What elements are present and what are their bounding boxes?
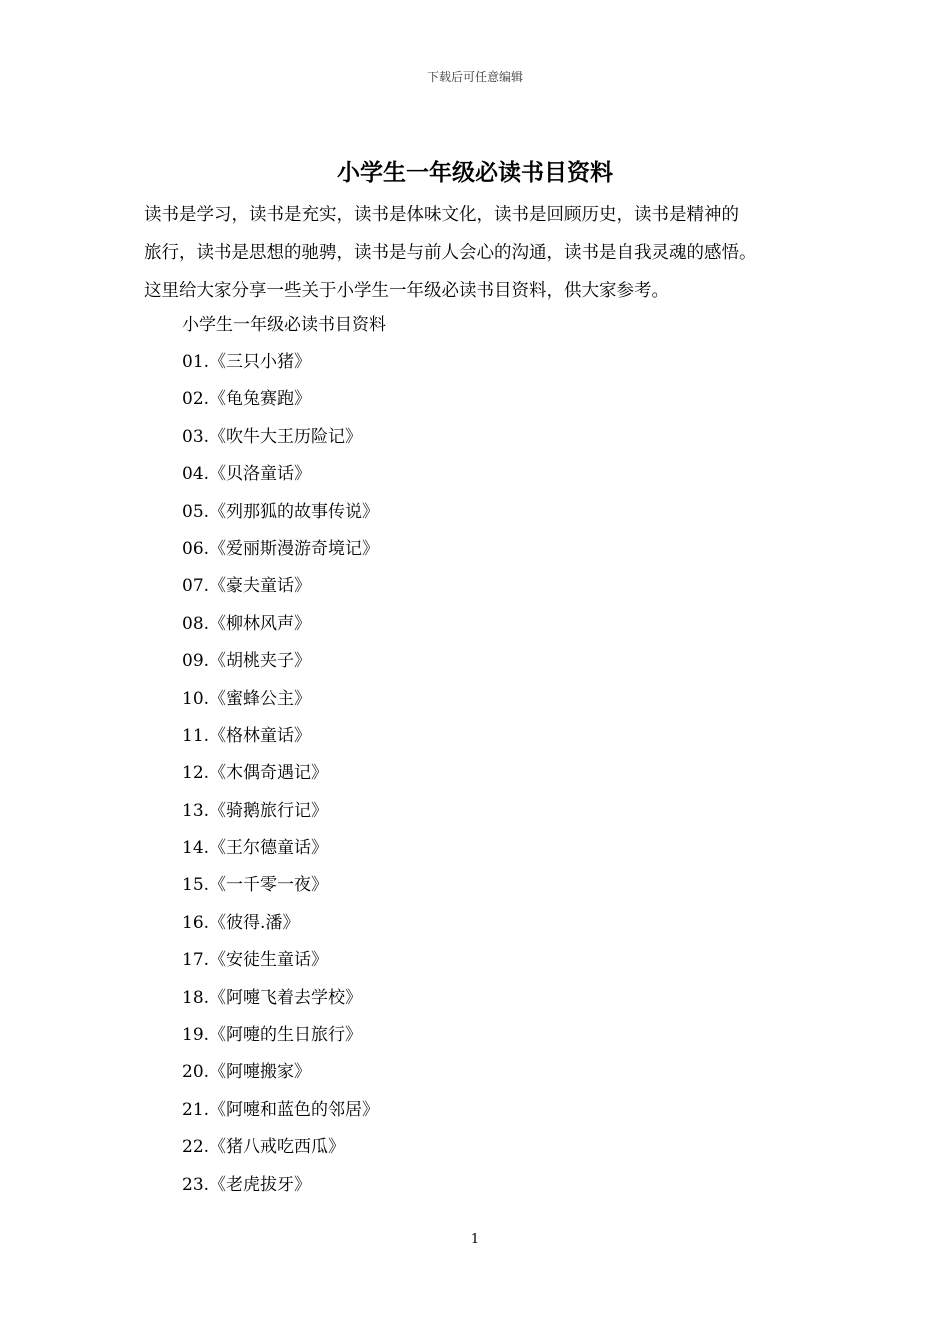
list-heading: 小学生一年级必读书目资料 — [182, 315, 386, 335]
book-list-item: 04.《贝洛童话》 — [182, 464, 312, 485]
book-list-item: 15.《一千零一夜》 — [182, 875, 329, 896]
intro-paragraph — [144, 196, 824, 310]
book-list-item: 18.《阿嚏飞着去学校》 — [182, 987, 363, 1008]
document-title: 小学生一年级必读书目资料 — [337, 159, 613, 186]
book-list-item: 21.《阿嚏和蓝色的邻居》 — [182, 1099, 380, 1120]
book-list-item: 03.《吹牛大王历险记》 — [182, 426, 363, 447]
book-list-item: 16.《彼得.潘》 — [182, 912, 300, 933]
book-list-item: 08.《柳林风声》 — [182, 613, 312, 634]
book-list-item: 11.《格林童话》 — [182, 725, 312, 746]
book-list-item: 23.《老虎拔牙》 — [182, 1174, 312, 1195]
book-list — [182, 349, 379, 1209]
book-list-item: 20.《阿嚏搬家》 — [182, 1062, 312, 1083]
intro-line: 读书是学习，读书是充实，读书是体味文化，读书是回顾历史，读书是精神的 — [144, 205, 739, 225]
book-list-item: 05.《列那狐的故事传说》 — [182, 501, 380, 522]
book-list-item: 12.《木偶奇遇记》 — [182, 763, 329, 784]
book-list-item: 01.《三只小猪》 — [182, 352, 312, 372]
book-list-item: 17.《安徒生童话》 — [182, 950, 329, 971]
book-list-item: 19.《阿嚏的生日旅行》 — [182, 1025, 363, 1046]
book-list-item: 14.《王尔德童话》 — [182, 838, 329, 859]
book-list-item: 07.《豪夫童话》 — [182, 576, 312, 597]
book-list-item: 10.《蜜蜂公主》 — [182, 688, 312, 709]
book-list-item: 06.《爱丽斯漫游奇境记》 — [182, 538, 380, 559]
book-list-item: 09.《胡桃夹子》 — [182, 651, 312, 672]
intro-line: 这里给大家分享一些关于小学生一年级必读书目资料，供大家参考。 — [144, 281, 669, 301]
book-list-item: 13.《骑鹅旅行记》 — [182, 800, 329, 821]
book-list-item: 22.《猪八戒吃西瓜》 — [182, 1137, 346, 1158]
book-list-item: 02.《龟兔赛跑》 — [182, 389, 312, 410]
header-note: 下载后可任意编辑 — [426, 70, 523, 84]
page-number: 1 — [470, 1232, 480, 1247]
intro-line: 旅行，读书是思想的驰骋，读书是与前人会心的沟通，读书是自我灵魂的感悟。 — [144, 243, 757, 263]
